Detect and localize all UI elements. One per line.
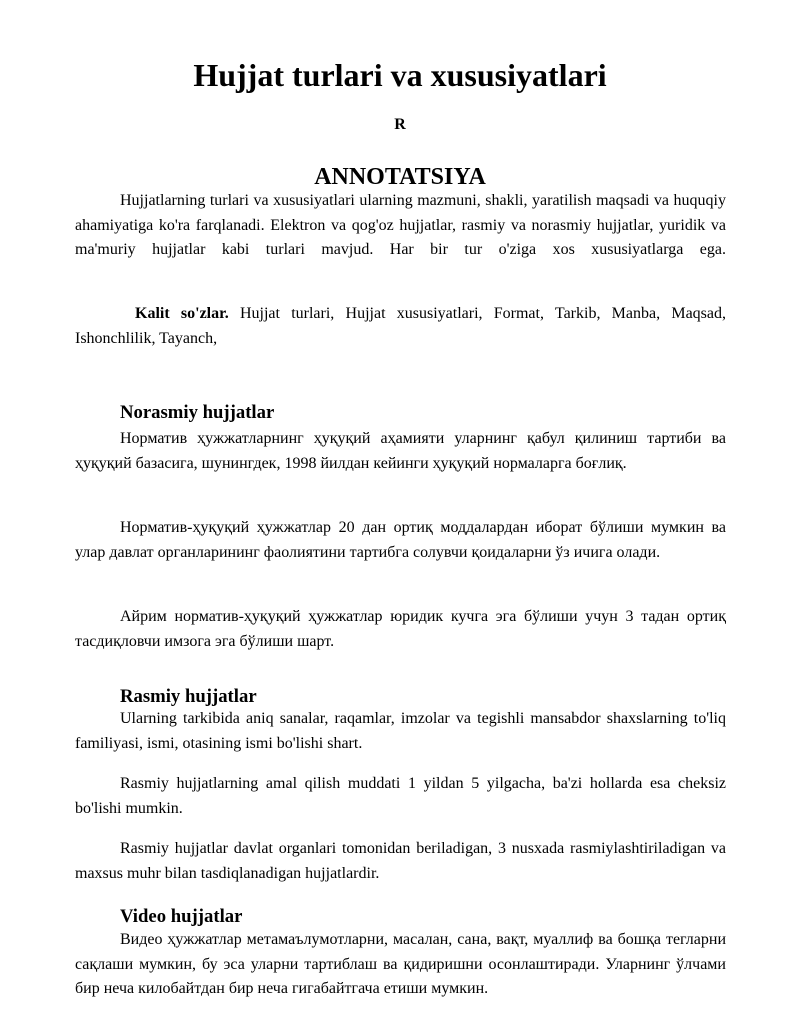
keywords-text: Hujjat turlari, Hujjat xususiyatlari, Format, Tarkib, Manba, Maqsad, Ishonchlilik, Tayanch, [75,305,727,347]
keywords-label: Kalit so'zlar. [135,305,229,322]
paragraph: Rasmiy hujjatlar davlat organlari tomonidan beriladigan, 3 nusxada rasmiylashtiriladigan va maxsus muhr bilan tasdiqlanadigan hujjatlardir. [75,840,726,882]
section-video-p1 [75,928,726,1002]
keywords-paragraph [75,302,726,351]
section-heading-norasmiy: Norasmiy hujjatlar [120,402,275,423]
section-norasmiy-p1 [75,427,726,476]
paragraph: Айрим норматив-ҳуқуқий ҳужжатлар юридик кучга эга бўлиши учун 3 тадан ортиқ тасдиқловчи имзога эга бўлиши шарт. [75,608,726,650]
section-rasmiy-p2 [75,772,726,821]
paragraph: Rasmiy hujjatlarning amal qilish muddati 1 yildan 5 yilgacha, ba'zi hollarda esa cheksiz bo'lishi mumkin. [75,775,726,817]
section-rasmiy-p1 [75,707,726,756]
section-rasmiy-p3 [75,837,726,886]
section-norasmiy-p3 [75,605,726,654]
section-norasmiy-p2 [75,516,726,565]
center-mark: R [394,116,406,133]
paragraph: Норматив-ҳуқуқий ҳужжатлар 20 дан ортиқ моддалардан иборат бўлиши мумкин ва улар давлат органларининг фаолиятини тартибга солувчи қоидаларни ўз ичига олади. [75,519,726,561]
section-heading-video: Video hujjatlar [120,906,243,927]
paragraph: Норматив ҳужжатларнинг ҳуқуқий аҳамияти уларнинг қабул қилиниш тартиби ва ҳуқуқий базасига, шунингдек, 1998 йилдан кейинги ҳуқуқий нормаларга боғлиқ. [75,430,726,472]
annotation-heading: ANNOTATSIYA [314,164,486,190]
paragraph: Ularning tarkibida aniq sanalar, raqamlar, imzolar va tegishli mansabdor shaxslarning to'liq familiyasi, ismi, otasining ismi bo'lishi shart. [75,710,726,752]
annotation-block [75,189,726,263]
section-heading-rasmiy: Rasmiy hujjatlar [120,686,257,707]
annotation-text: Hujjatlarning turlari va xususiyatlari ularning mazmuni, shakli, yaratilish maqsadi va huquqiy ahamiyatiga ko'ra farqlanadi. Elektron va qog'oz hujjatlar, rasmiy va norasmiy hujjatlar, yuridik va ma'muriy hujjatlar kabi turlari mavjud. Har bir tur o'ziga xos xususiyatlarga ega. [75,192,726,258]
paragraph: Видео ҳужжатлар метамаълумотларни, масалан, сана, вақт, муаллиф ва бошқа тегларни сақлаши мумкин, бу эса уларни тартиблаш ва қидиришни осонлаштиради. Уларнинг ўлчами бир неча килобайтдан бир неча гигабайтгача етиши мумкин. [75,931,726,997]
document-title: Hujjat turlari va xususiyatlari [193,57,607,93]
keywords-block [75,302,726,351]
